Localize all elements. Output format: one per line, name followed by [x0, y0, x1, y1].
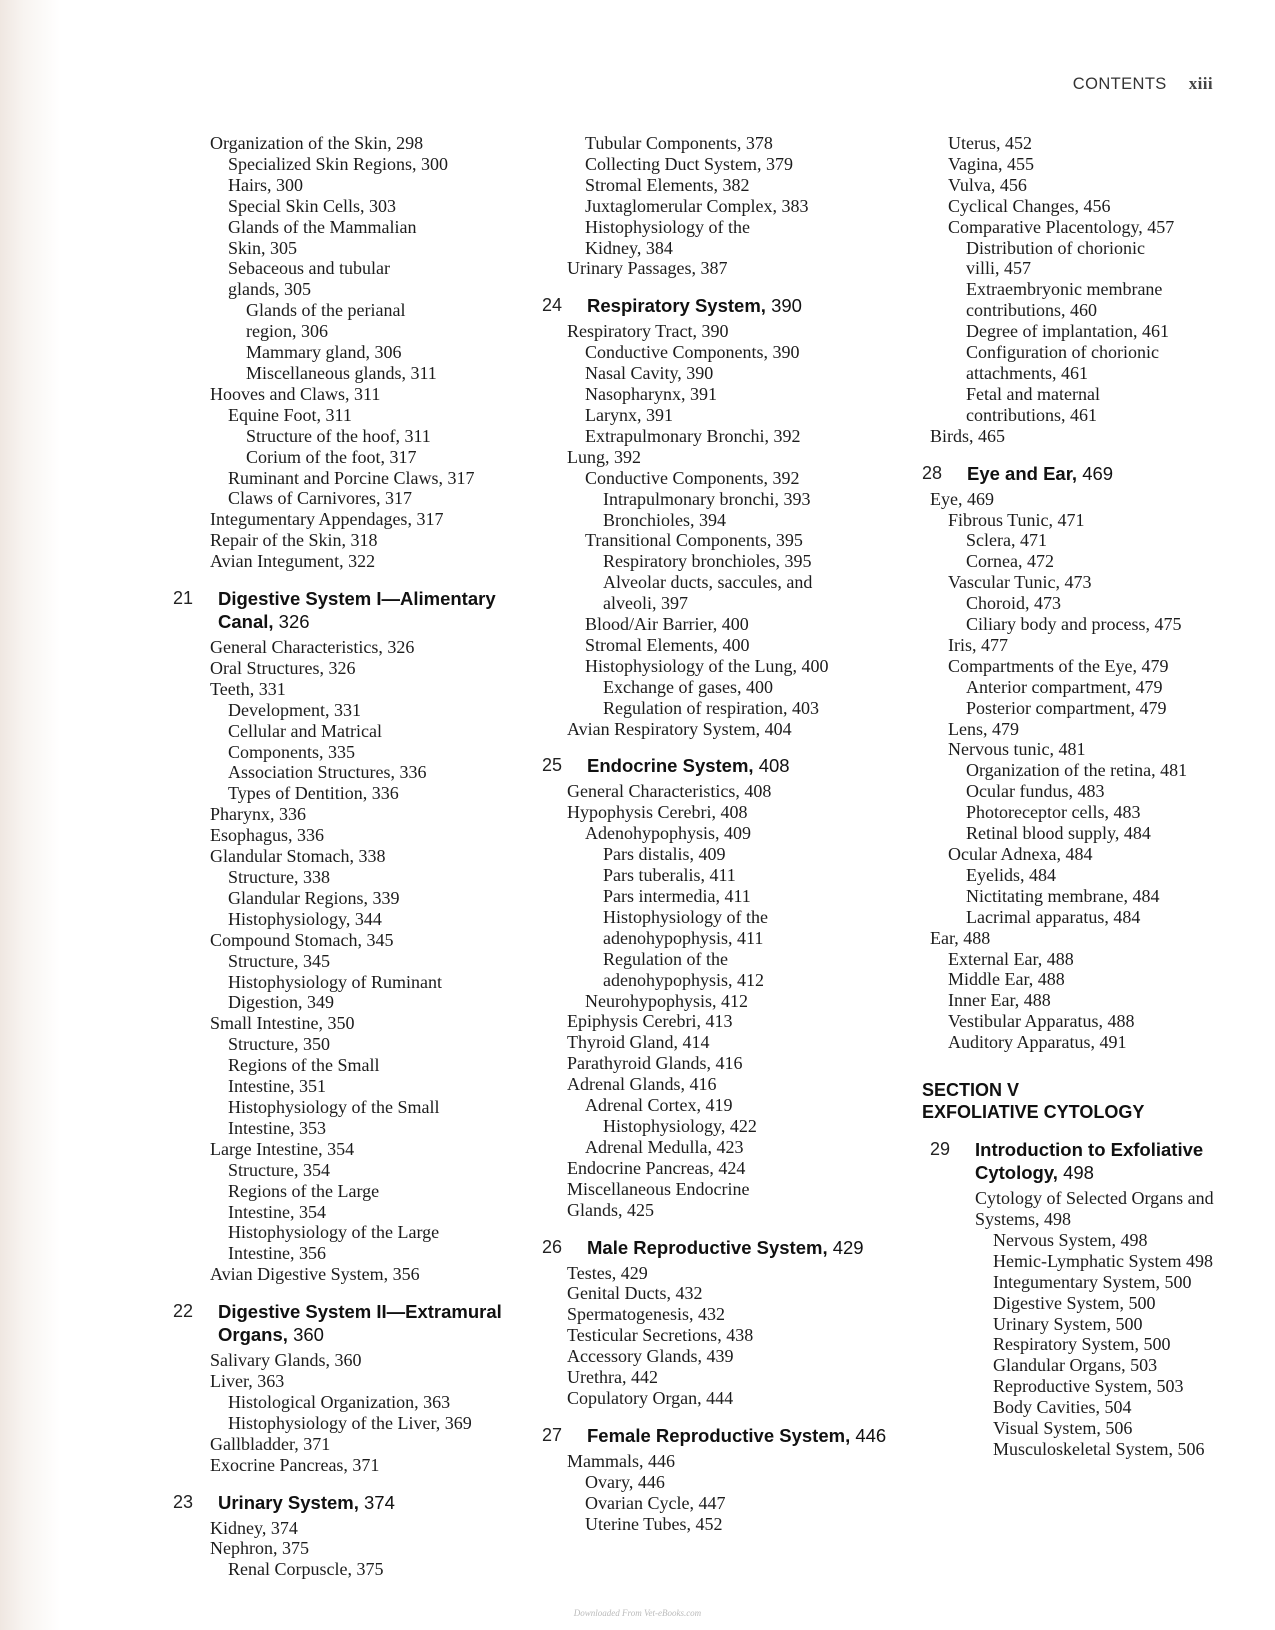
toc-entry: Eye, 469	[930, 488, 994, 509]
chapter-page: 446	[855, 1424, 887, 1446]
toc-entry: Sclera, 471	[966, 530, 1047, 551]
toc-entry: Development, 331	[228, 699, 361, 720]
toc-entry: Special Skin Cells, 303	[228, 195, 396, 216]
toc-entry: Bronchioles, 394	[603, 509, 726, 530]
toc-entry: Large Intestine, 354	[210, 1138, 355, 1159]
chapter-title	[587, 754, 790, 777]
chapter-page: 374	[364, 1491, 395, 1513]
toc-entry: Visual System, 506	[993, 1418, 1133, 1439]
chapter-number: 24	[542, 295, 563, 316]
toc-entry: contributions, 461	[966, 404, 1097, 425]
toc-entry: Respiratory Tract, 390	[567, 321, 729, 342]
toc-entry: Intestine, 351	[228, 1076, 326, 1097]
chapter-title	[218, 1300, 533, 1346]
toc-entry: Liver, 363	[210, 1371, 285, 1392]
toc-entry: Histophysiology of the	[585, 216, 750, 237]
toc-entry: Systems, 498	[975, 1208, 1072, 1229]
toc-entry: Vulva, 456	[948, 174, 1027, 195]
toc-entry: Histophysiology of Ruminant	[228, 971, 443, 992]
toc-entry: Urinary System, 500	[993, 1313, 1143, 1334]
toc-entry: Skin, 305	[228, 237, 298, 258]
toc-entry: Histological Organization, 363	[228, 1391, 451, 1412]
chapter-heading	[542, 754, 912, 777]
toc-entry: Structure, 338	[228, 867, 330, 887]
chapter-number: 25	[542, 755, 563, 776]
toc-entry: Glandular Organs, 503	[993, 1355, 1158, 1376]
toc-entry: Structure, 345	[228, 950, 330, 971]
chapter-title	[218, 1491, 395, 1514]
toc-entry: Structure of the hoof, 311	[246, 425, 431, 446]
chapter-title-text: Urinary System,	[218, 1491, 359, 1513]
toc-entry: Ocular Adnexa, 484	[948, 844, 1093, 864]
toc-entry: Neurohypophysis, 412	[585, 990, 748, 1011]
toc-entry: Integumentary Appendages, 317	[210, 509, 444, 530]
toc-entry: Intestine, 356	[228, 1243, 326, 1264]
contents-column-2	[542, 133, 912, 1534]
toc-entry: Histophysiology of the Small	[228, 1096, 440, 1117]
toc-entry: Posterior compartment, 479	[966, 697, 1167, 718]
toc-entry: General Characteristics, 326	[210, 637, 415, 658]
toc-entry: Oral Structures, 326	[210, 657, 356, 678]
toc-entry: Copulatory Organ, 444	[567, 1387, 734, 1408]
toc-entry: Structure, 354	[228, 1159, 330, 1180]
chapter-number: 28	[922, 462, 943, 483]
toc-entry: attachments, 461	[966, 362, 1088, 383]
toc-entry: Inner Ear, 488	[948, 990, 1051, 1011]
chapter-title-text: Eye and Ear,	[967, 462, 1078, 484]
toc-entry: External Ear, 488	[948, 948, 1074, 969]
toc-entry: Histophysiology, 344	[228, 908, 382, 929]
toc-entry: Organization of the Skin, 298	[210, 133, 424, 153]
chapter-page: 360	[293, 1324, 324, 1346]
section-heading	[922, 1079, 1262, 1123]
chapter-number: 29	[930, 1139, 951, 1160]
section-heading-line: EXFOLIATIVE CYTOLOGY	[922, 1102, 1145, 1123]
toc-entry: Ovarian Cycle, 447	[585, 1492, 726, 1513]
toc-entry: Urethra, 442	[567, 1367, 658, 1388]
chapter-heading	[922, 462, 1262, 485]
toc-entry: Regulation of respiration, 403	[603, 697, 819, 718]
toc-entry: Types of Dentition, 336	[228, 783, 399, 804]
toc-entry: Nasal Cavity, 390	[585, 363, 714, 384]
chapter-number: 26	[542, 1236, 563, 1257]
toc-entry: Iris, 477	[948, 634, 1008, 655]
toc-entry: Lung, 392	[567, 446, 641, 467]
toc-entry: Uterine Tubes, 452	[585, 1513, 723, 1534]
toc-entry: Nictitating membrane, 484	[966, 885, 1160, 906]
toc-entry: Pharynx, 336	[210, 804, 306, 825]
chapter-page: 408	[758, 755, 790, 777]
chapter-title-text: Digestive System I—Alimentary Canal,	[218, 588, 496, 633]
chapter-title	[975, 1138, 1262, 1184]
toc-entry: Middle Ear, 488	[948, 969, 1065, 990]
toc-entry: Retinal blood supply, 484	[966, 823, 1151, 844]
toc-entry: Nervous System, 498	[993, 1229, 1148, 1250]
toc-entry: Stromal Elements, 382	[585, 174, 750, 195]
toc-entry: Configuration of chorionic	[966, 342, 1159, 363]
chapter-page: 326	[278, 611, 310, 633]
toc-entry: Miscellaneous Endocrine	[567, 1178, 750, 1199]
chapter-heading	[922, 1138, 1262, 1184]
toc-entry: Exchange of gases, 400	[603, 676, 773, 697]
toc-entry: Testicular Secretions, 438	[567, 1325, 754, 1346]
toc-entry: Juxtaglomerular Complex, 383	[585, 195, 809, 216]
toc-entry: Histophysiology of the	[603, 906, 768, 927]
toc-entry: Hypophysis Cerebri, 408	[567, 802, 748, 823]
toc-entry: Sebaceous and tubular	[228, 258, 390, 279]
toc-entry: Cornea, 472	[966, 551, 1054, 572]
toc-entry: Organization of the retina, 481	[966, 760, 1188, 781]
toc-entry: contributions, 460	[966, 300, 1097, 321]
toc-entry: Esophagus, 336	[210, 825, 324, 846]
chapter-title	[587, 1236, 864, 1259]
toc-entry: Repair of the Skin, 318	[210, 530, 378, 551]
chapter-title	[967, 462, 1113, 485]
toc-entry: Vascular Tunic, 473	[948, 572, 1092, 593]
toc-entry: Genital Ducts, 432	[567, 1283, 703, 1304]
download-footer: Downloaded From Vet-eBooks.com	[573, 1608, 702, 1618]
toc-entry: Exocrine Pancreas, 371	[210, 1454, 380, 1475]
toc-entry: Body Cavities, 504	[993, 1397, 1132, 1418]
toc-entry: Glandular Regions, 339	[228, 887, 400, 908]
toc-entry: Degree of implantation, 461	[966, 321, 1169, 342]
toc-entry: Regulation of the	[603, 948, 728, 969]
toc-entry: Miscellaneous glands, 311	[246, 362, 437, 383]
toc-entry: Spermatogenesis, 432	[567, 1304, 725, 1325]
toc-entry: Urinary Passages, 387	[567, 258, 728, 279]
toc-entry: Glands, 425	[567, 1199, 654, 1220]
toc-entry: Larynx, 391	[585, 404, 673, 425]
chapter-number: 27	[542, 1424, 563, 1445]
chapter-page: 390	[771, 295, 802, 317]
toc-entry: Small Intestine, 350	[210, 1013, 355, 1034]
chapter-number: 21	[173, 588, 194, 609]
toc-entry: Avian Integument, 322	[210, 551, 376, 572]
toc-entry: Hooves and Claws, 311	[210, 383, 381, 404]
toc-entry: Nephron, 375	[210, 1538, 309, 1559]
chapter-title	[218, 587, 533, 633]
toc-entry: Alveolar ducts, saccules, and	[603, 572, 813, 593]
chapter-heading	[173, 587, 533, 633]
chapter-page: 498	[1063, 1162, 1094, 1184]
toc-entry: Ear, 488	[930, 927, 991, 948]
toc-entry: Cellular and Matrical	[228, 720, 382, 741]
toc-entry: Glandular Stomach, 338	[210, 846, 386, 867]
toc-entry: Histophysiology of the Large	[228, 1222, 440, 1243]
toc-entry: Avian Respiratory System, 404	[567, 718, 792, 739]
toc-entry: Lens, 479	[948, 718, 1019, 739]
toc-entry: Musculoskeletal System, 506	[993, 1438, 1205, 1459]
toc-entry: Compartments of the Eye, 479	[948, 655, 1169, 676]
chapter-title-text: Introduction to Exfoliative Cytology,	[975, 1139, 1204, 1184]
toc-entry: Intrapulmonary bronchi, 393	[603, 488, 811, 509]
toc-entry: Cytology of Selected Organs and	[975, 1188, 1214, 1209]
chapter-heading	[173, 1300, 533, 1346]
toc-entry: Claws of Carnivores, 317	[228, 488, 412, 509]
toc-entry: Stromal Elements, 400	[585, 634, 750, 655]
toc-entry: Ciliary body and process, 475	[966, 614, 1182, 635]
toc-entry: Reproductive System, 503	[993, 1376, 1184, 1397]
toc-entry: Mammals, 446	[567, 1450, 675, 1471]
toc-entry: Mammary gland, 306	[246, 342, 402, 363]
toc-entry: Conductive Components, 390	[585, 342, 800, 363]
section-heading-line: SECTION V	[922, 1080, 1020, 1101]
toc-entry: Accessory Glands, 439	[567, 1346, 734, 1367]
toc-entry: Vagina, 455	[948, 153, 1034, 174]
toc-entry: Ocular fundus, 483	[966, 781, 1105, 802]
toc-entry: alveoli, 397	[603, 593, 688, 614]
toc-entry: Extraembryonic membrane	[966, 279, 1163, 300]
toc-entry: Birds, 465	[930, 425, 1006, 446]
toc-entry: Tubular Components, 378	[585, 133, 773, 153]
toc-entry: Adenohypophysis, 409	[585, 823, 751, 844]
toc-entry: Glands of the perianal	[246, 300, 406, 321]
toc-entry: Pars intermedia, 411	[603, 886, 751, 906]
running-head	[1073, 74, 1213, 94]
toc-entry: General Characteristics, 408	[567, 781, 772, 802]
running-head-title: CONTENTS	[1072, 75, 1167, 93]
toc-entry: Avian Digestive System, 356	[210, 1264, 420, 1285]
toc-entry: Testes, 429	[567, 1262, 648, 1283]
toc-entry: Endocrine Pancreas, 424	[567, 1157, 746, 1178]
toc-entry: Digestion, 349	[228, 992, 334, 1013]
toc-entry: Ovary, 446	[585, 1471, 665, 1492]
chapter-title	[587, 1424, 886, 1447]
toc-entry: Components, 335	[228, 741, 356, 762]
chapter-heading	[542, 1424, 912, 1447]
contents-column-1	[173, 133, 533, 1580]
toc-entry: Eyelids, 484	[966, 864, 1056, 885]
toc-entry: Collecting Duct System, 379	[585, 153, 793, 174]
toc-entry: Thyroid Gland, 414	[567, 1032, 710, 1053]
page-number: xiii	[1188, 74, 1213, 93]
toc-entry: Gallbladder, 371	[210, 1433, 331, 1454]
toc-entry: Specialized Skin Regions, 300	[228, 153, 448, 174]
toc-entry: Blood/Air Barrier, 400	[585, 614, 749, 635]
chapter-number: 22	[173, 1301, 194, 1322]
toc-entry: Equine Foot, 311	[228, 404, 352, 425]
toc-entry: Regions of the Small	[228, 1055, 380, 1076]
toc-entry: Renal Corpuscle, 375	[228, 1559, 384, 1580]
toc-entry: Kidney, 374	[210, 1517, 298, 1538]
toc-entry: Kidney, 384	[585, 237, 673, 258]
chapter-title-text: Male Reproductive System,	[587, 1236, 828, 1258]
toc-entry: Nervous tunic, 481	[948, 739, 1086, 760]
toc-entry: Structure, 350	[228, 1034, 330, 1055]
toc-entry: Respiratory bronchioles, 395	[603, 551, 812, 572]
toc-entry: region, 306	[246, 321, 328, 342]
toc-entry: Uterus, 452	[948, 133, 1032, 153]
toc-entry: Conductive Components, 392	[585, 467, 800, 488]
toc-entry: Distribution of chorionic	[966, 237, 1145, 258]
toc-entry: Fetal and maternal	[966, 383, 1100, 404]
toc-entry: Extrapulmonary Bronchi, 392	[585, 425, 801, 446]
toc-entry: Parathyroid Glands, 416	[567, 1053, 743, 1074]
chapter-title-text: Digestive System II—Extramural Organs,	[218, 1301, 502, 1346]
toc-entry: Histophysiology of the Liver, 369	[228, 1412, 472, 1433]
toc-entry: Intestine, 354	[228, 1201, 326, 1222]
toc-entry: Glands of the Mammalian	[228, 216, 417, 237]
toc-entry: Epiphysis Cerebri, 413	[567, 1011, 733, 1032]
toc-entry: Adrenal Cortex, 419	[585, 1095, 733, 1116]
toc-entry: Fibrous Tunic, 471	[948, 509, 1085, 530]
toc-entry: Hemic-Lymphatic System 498	[993, 1250, 1213, 1271]
toc-entry: Pars tuberalis, 411	[603, 865, 736, 886]
toc-entry: Comparative Placentology, 457	[948, 216, 1175, 237]
chapter-heading	[542, 294, 912, 317]
chapter-title-text: Respiratory System,	[587, 295, 766, 317]
toc-entry: Lacrimal apparatus, 484	[966, 906, 1141, 927]
toc-entry: Hairs, 300	[228, 174, 303, 195]
contents-column-3	[922, 133, 1262, 1460]
toc-entry: Anterior compartment, 479	[966, 676, 1163, 697]
toc-entry: Salivary Glands, 360	[210, 1350, 362, 1371]
toc-entry: Digestive System, 500	[993, 1292, 1156, 1313]
toc-entry: adenohypophysis, 412	[603, 969, 764, 990]
toc-entry: Integumentary System, 500	[993, 1271, 1192, 1292]
toc-entry: Regions of the Large	[228, 1180, 380, 1201]
toc-entry: Adrenal Medulla, 423	[585, 1136, 744, 1157]
toc-entry: Teeth, 331	[210, 678, 286, 699]
chapter-title-text: Female Reproductive System,	[587, 1424, 851, 1446]
toc-entry: adenohypophysis, 411	[603, 927, 764, 948]
chapter-number: 23	[173, 1491, 194, 1512]
toc-entry: Auditory Apparatus, 491	[948, 1032, 1127, 1053]
toc-entry: Cyclical Changes, 456	[948, 195, 1111, 216]
toc-entry: Compound Stomach, 345	[210, 929, 394, 950]
toc-entry: Choroid, 473	[966, 593, 1062, 614]
toc-entry: Photoreceptor cells, 483	[966, 802, 1141, 823]
chapter-page: 429	[832, 1236, 864, 1258]
toc-entry: villi, 457	[966, 258, 1032, 279]
chapter-title	[587, 294, 802, 317]
page-edge-shade	[0, 0, 60, 1630]
toc-entry: Nasopharynx, 391	[585, 384, 717, 405]
toc-entry: Pars distalis, 409	[603, 844, 726, 865]
toc-entry: Vestibular Apparatus, 488	[948, 1011, 1135, 1032]
toc-entry: Transitional Components, 395	[585, 530, 803, 551]
chapter-title-text: Endocrine System,	[587, 755, 754, 777]
toc-entry: Adrenal Glands, 416	[567, 1074, 717, 1095]
toc-entry: glands, 305	[228, 279, 311, 300]
toc-entry: Histophysiology, 422	[603, 1115, 757, 1136]
toc-entry: Ruminant and Porcine Claws, 317	[228, 467, 475, 488]
chapter-heading	[173, 1491, 533, 1514]
toc-entry: Corium of the foot, 317	[246, 446, 417, 467]
toc-entry: Intestine, 353	[228, 1117, 326, 1138]
toc-entry: Respiratory System, 500	[993, 1334, 1171, 1355]
toc-entry: Histophysiology of the Lung, 400	[585, 655, 829, 676]
chapter-page: 469	[1082, 462, 1114, 484]
chapter-heading	[542, 1236, 912, 1259]
toc-entry: Association Structures, 336	[228, 762, 427, 783]
